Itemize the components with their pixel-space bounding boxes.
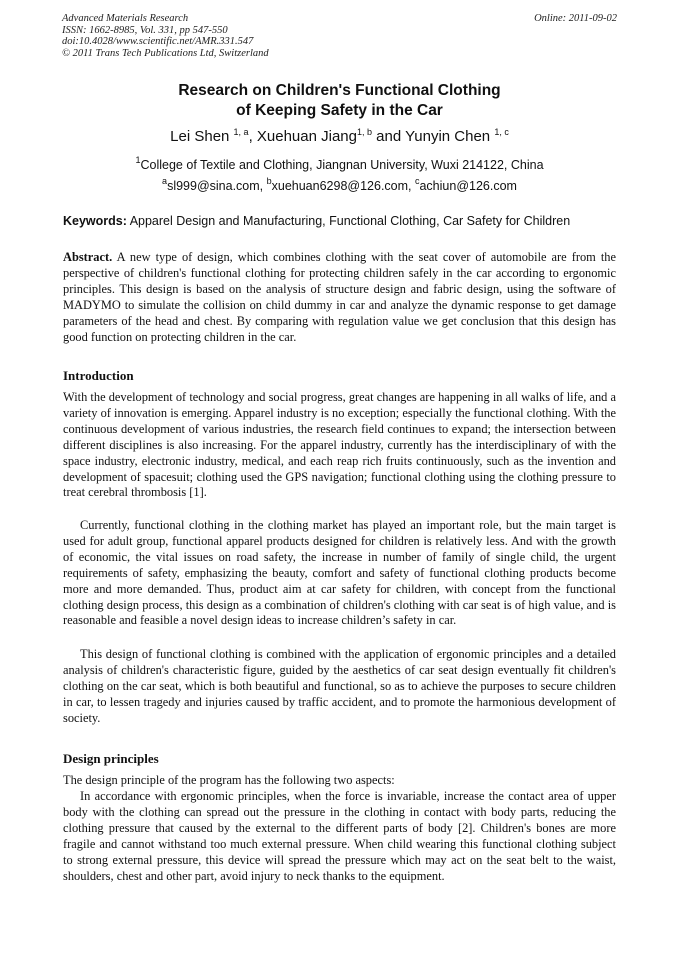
online-date: Online: 2011-09-02 [534,13,617,24]
email-list [62,178,617,194]
section-heading-design-principles: Design principles [63,751,159,766]
email-superscript: c [414,176,420,186]
keywords-label: Keywords: [63,214,127,228]
design-paragraph-1: The design principle of the program has the following two aspects: [63,773,395,787]
introduction-paragraph-2: Currently, functional clothing in the clothing market has played an important role, but the main target is used for adult group, functional apparel products designed for children is relatively less. And with the growth of economic, the vital issues on road safety, the increase in number of family of single child, the urgent requirements of safety, emphasizing the beauty, comfort and safety of functional clothing products become more and more demanded. Thus, product aim at car safety for children, with concept from the functional clothing design process, this design as a combination of children's clothing with car seat is of high value, and is reasonable and feasible a novel design ideas to increase children’s safety in car. [63,518,616,628]
abstract-label: Abstract. [63,250,113,264]
author-superscript: 1, a [233,127,249,137]
email-superscript: a [162,176,168,186]
email-link[interactable]: xuehuan6298@126.com, [271,179,415,193]
issn-line: ISSN: 1662-8985, Vol. 331, pp 547-550 [62,24,228,36]
author-superscript: 1, b [356,127,372,137]
publication-header [62,13,617,59]
author-superscript: 1, c [494,127,509,137]
author-name: , Xuehuan Jiang [248,128,357,145]
abstract-text: A new type of design, which combines clothing with the seat cover of automobile are from the perspective of children's functional clothing for protecting children safely in the car according to ergonomic principles. This design is based on the analysis of structure design and fabric design, using the software of MADYMO to simulate the collision on child dummy in car and analyze the dynamic response to get damage parameters of the head and chest. By comparing with regulation value we get conclusion that this design has good function on protecting children in the car. [63,250,616,344]
author-list [62,127,617,147]
author-name: Lei Shen [170,128,230,145]
author-name: and Yunyin Chen [372,128,491,145]
introduction-paragraph-3: This design of functional clothing is combined with the application of ergonomic principles and a detailed analysis of children's characteristic figure, guided by the aesthetics of car seat design eventually fit children's clothing on the car seat, which is both beautiful and functional, so as to achieve the purposes to secure children in car, to lessen tragedy and injuries caused by traffic accident, and to promote the harmonious development of society. [63,647,616,725]
doi-line: doi:10.4028/www.scientific.net/AMR.331.547 [62,36,254,48]
introduction-paragraph-1: With the development of technology and social progress, great changes are happening in all walks of life, and a variety of innovation is emerging. Apparel industry is no exception; especially the functional clothing. With the continuous development of various industries, the research field continues to expand; the intersection between different disciplines is also increasing. For the apparel industry, currently has the interdisciplinary of with the space industry, electronic industry, medical, and each reap rich fruits continuously, such as the invention and development of spacesuit; clothing used the GPS navigation; functional clothing using the clothing pressure to treat cerebral thrombosis [1]. [63,390,616,500]
keywords [63,213,618,229]
paper-title [62,81,617,120]
affiliation-superscript: 1 [135,155,141,165]
section-heading-introduction: Introduction [63,368,134,383]
email-link[interactable]: achiun@126.com [419,179,517,193]
title-line-2: of Keeping Safety in the Car [236,101,443,119]
keywords-text: Apparel Design and Manufacturing, Functional Clothing, Car Safety for Children [126,214,571,228]
design-paragraph-2: In accordance with ergonomic principles, when the force is invariable, increase the contact area of upper body with the clothing can spread out the pressure in the clothing in contact with body parts, reducing the clothing pressure that caused by the external to the different parts of body [2]. Children's bones are more fragile and cannot withstand too much external pressure. When child wearing this functional clothing subject to strong external pressure, this device will spread the pressure which may act on the seat belt to the waist, shoulders, chest and other part, avoid injury to neck thanks to the equipment. [63,789,616,883]
title-line-1: Research on Children's Functional Clothing [178,82,501,99]
copyright-line: © 2011 Trans Tech Publications Ltd, Switzerland [62,47,269,59]
affiliation-text: College of Textile and Clothing, Jiangnan University, Wuxi 214122, China [140,158,544,172]
email-superscript: b [266,176,272,186]
affiliation [62,157,617,173]
journal-name: Advanced Materials Research [62,13,189,24]
email-link[interactable]: sl999@sina.com, [167,179,267,193]
abstract [63,250,616,345]
